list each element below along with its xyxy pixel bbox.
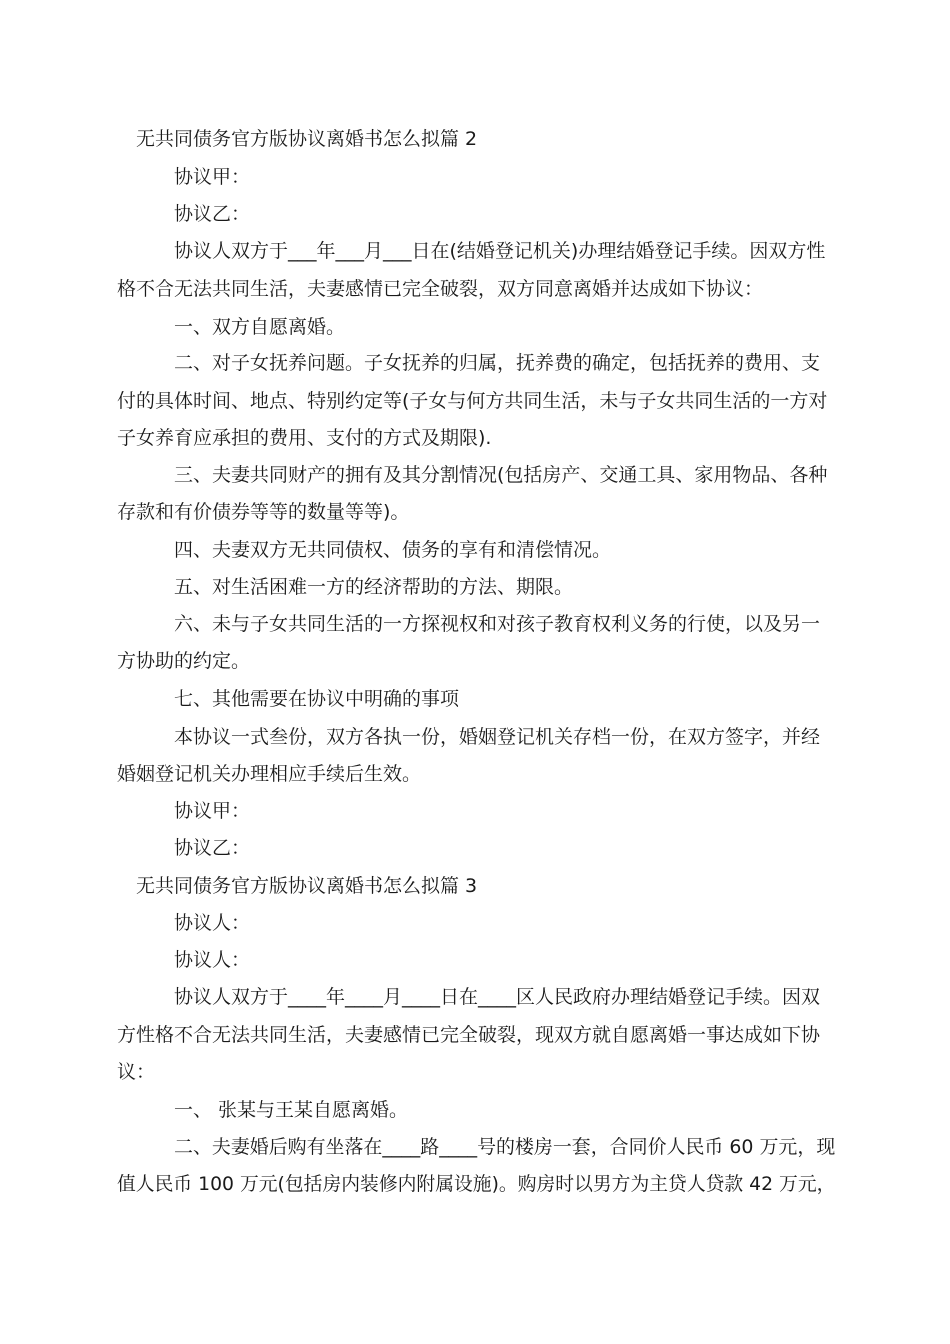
clause-line: 一、 张某与王某自愿离婚。 xyxy=(174,1099,409,1121)
section-heading-3: 无共同债务官方版协议离婚书怎么拟篇 3 xyxy=(136,875,478,897)
paragraph-line: 存款和有价债券等等的数量等等)。 xyxy=(117,501,410,523)
party-label: 协议人： xyxy=(174,949,251,971)
paragraph-line: 婚姻登记机关办理相应手续后生效。 xyxy=(117,763,422,785)
clause-line: 四、夫妻双方无共同债权、债务的享有和清偿情况。 xyxy=(174,539,612,561)
clause-line: 二、对子女抚养问题。子女抚养的归属，抚养费的确定，包括抚养的费用、支 xyxy=(174,352,821,374)
clause-line: 二、夫妻婚后购有坐落在____路____号的楼房一套，合同价人民币 60 万元，现 xyxy=(174,1136,836,1158)
paragraph-line: 议： xyxy=(117,1061,156,1083)
party-label: 协议人： xyxy=(174,912,251,934)
paragraph-line: 方协助的约定。 xyxy=(117,650,251,672)
clause-line: 一、双方自愿离婚。 xyxy=(174,316,346,338)
paragraph-line: 本协议一式叁份，双方各执一份，婚姻登记机关存档一份，在双方签字，并经 xyxy=(174,726,821,748)
clause-line: 七、其他需要在协议中明确的事项 xyxy=(174,688,460,710)
party-a-label: 协议甲： xyxy=(174,166,251,188)
party-b-label: 协议乙： xyxy=(174,837,251,859)
clause-line: 三、夫妻共同财产的拥有及其分割情况(包括房产、交通工具、家用物品、各种 xyxy=(174,464,828,486)
paragraph-line: 协议人双方于____年____月____日在____区人民政府办理结婚登记手续。因双 xyxy=(174,986,821,1008)
party-b-label: 协议乙： xyxy=(174,203,251,225)
clause-line: 五、对生活困难一方的经济帮助的方法、期限。 xyxy=(174,576,574,598)
section-heading-2: 无共同债务官方版协议离婚书怎么拟篇 2 xyxy=(136,128,478,150)
paragraph-line: 方性格不合无法共同生活，夫妻感情已完全破裂，现双方就自愿离婚一事达成如下协 xyxy=(117,1024,821,1046)
paragraph-line: 协议人双方于___年___月___日在(结婚登记机关)办理结婚登记手续。因双方性 xyxy=(174,240,826,262)
paragraph-line: 子女养育应承担的费用、支付的方式及期限). xyxy=(117,427,492,449)
paragraph-line: 格不合无法共同生活，夫妻感情已完全破裂，双方同意离婚并达成如下协议： xyxy=(117,278,764,300)
paragraph-line: 值人民币 100 万元(包括房内装修内附属设施)。购房时以男方为主贷人贷款 42 万元， xyxy=(117,1173,836,1195)
clause-line: 六、未与子女共同生活的一方探视权和对孩子教育权利义务的行使，以及另一 xyxy=(174,613,821,635)
paragraph-line: 付的具体时间、地点、特别约定等(子女与何方共同生活，未与子女共同生活的一方对 xyxy=(117,390,828,412)
party-a-label: 协议甲： xyxy=(174,800,251,822)
